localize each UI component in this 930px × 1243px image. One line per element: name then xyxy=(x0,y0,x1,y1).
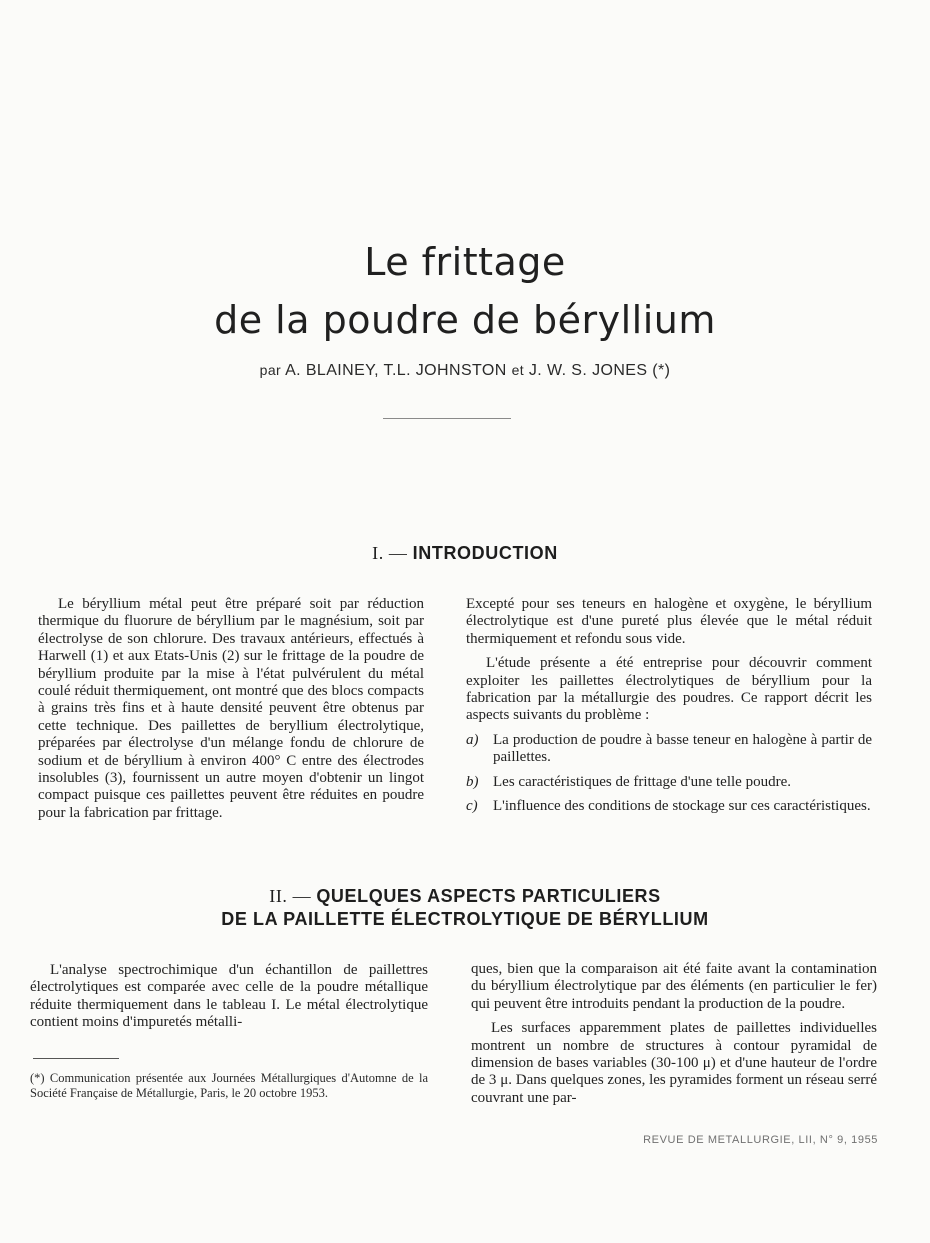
section-1-right-column xyxy=(466,596,872,822)
section-1-left-paragraph: Le béryllium métal peut être préparé soit par réduction thermique du fluorure de béryllium par le magnésium, soit par électrolyse de son chlorure. Des travaux antérieurs, effectués à Harwell (1) et aux Etats-Unis (2) sur le frittage de la poudre de béryllium produite par la mise à l'état pulvérulent du métal coulé réduit thermiquement, ont montré que des blocs compacts à grains très fins et à haute densité peuvent être obtenus par cette technique. Des paillettes de beryllium électrolytique, préparées par électrolyse d'un mélange fondu de chlorure de sodium et de béryllium à environ 400° C entre des électrodes insolubles (3), fournissent un autre moyen d'obtenir un lingot compact puisque ces paillettes peuvent être réduites en poudre pour la fabrication par frittage. xyxy=(38,596,424,821)
journal-reference: REVUE DE METALLURGIE, LII, N° 9, 1955 xyxy=(643,1134,878,1146)
title-line-2: de la poudre de béryllium xyxy=(214,298,716,342)
section-2-number: II. — xyxy=(269,886,312,906)
byline-authors-a: A. BLAINEY, T.L. JOHNSTON xyxy=(285,362,507,379)
footnote: (*) Communication présentée aux Journées Métallurgiques d'Automne de la Société Française de Métallurgie, Paris, le 20 octobre 1953. xyxy=(30,1071,428,1100)
list-item-b xyxy=(466,774,872,791)
list-label: a) xyxy=(466,731,479,748)
list-text: La production de poudre à basse teneur en halogène à partir de paillettes. xyxy=(493,731,872,766)
section-1-heading xyxy=(0,543,930,564)
list-text: L'influence des conditions de stockage sur ces caractéristiques. xyxy=(493,798,871,815)
byline-authors-b: J. W. S. JONES (*) xyxy=(528,362,671,379)
title-line-1: Le frittage xyxy=(364,240,566,284)
section-1-number: I. — xyxy=(372,543,408,563)
section-1-right-paragraph-2: L'étude présente a été entreprise pour découvrir comment exploiter les paillettes électrolytiques de béryllium pour la fabrication par la métallurgie des poudres. Ce rapport décrit les aspects suivants du problème : xyxy=(466,655,872,724)
section-1-title: INTRODUCTION xyxy=(412,543,558,563)
section-2-right-paragraph-2: Les surfaces apparemment plates de paillettes individuelles montrent un nombre de structures à contour pyramidal de dimension de bases variables (30-100 μ) et d'une hauteur de l'ordre de 3 μ. Dans quelques zones, les pyramides forment un réseau serré couvrant une par- xyxy=(471,1020,877,1106)
footnote-divider xyxy=(33,1058,119,1059)
section-2-right-paragraph-1: ques, bien que la comparaison ait été faite avant la contamination du béryllium électrolytique par des éléments (en particulier le fer) qui peuvent être introduits pendant la production de la poudre. xyxy=(471,961,877,1012)
section-1-left-column xyxy=(38,596,424,829)
section-2-title-line-1: QUELQUES ASPECTS PARTICULIERS xyxy=(316,886,661,906)
list-label: b) xyxy=(466,773,479,790)
byline-et: et xyxy=(511,362,525,378)
byline xyxy=(0,362,930,380)
title-divider xyxy=(383,418,511,419)
list-text: Les caractéristiques de frittage d'une telle poudre. xyxy=(493,773,791,790)
list-item-a xyxy=(466,732,872,767)
section-2-title-line-2: DE LA PAILLETTE ÉLECTROLYTIQUE DE BÉRYLLIUM xyxy=(221,909,709,929)
byline-par: par xyxy=(259,362,282,378)
section-2-left-column xyxy=(30,962,428,1039)
section-2-right-column xyxy=(471,961,877,1114)
section-2-left-paragraph: L'analyse spectrochimique d'un échantillon de paillettres électrolytiques est comparée avec celle de la poudre métallique réduite thermiquement dans le tableau I. Le métal électrolytique contient moins d'impuretés métalli- xyxy=(30,962,428,1031)
section-2-heading-line-2 xyxy=(0,909,930,930)
section-2-heading-line-1 xyxy=(0,886,930,907)
list-item-c xyxy=(466,798,872,815)
section-1-right-paragraph-1: Excepté pour ses teneurs en halogène et oxygène, le béryllium électrolytique est d'une pureté plus élevée que le métal réduit thermiquement et refondu sous vide. xyxy=(466,596,872,647)
list-label: c) xyxy=(466,798,478,815)
